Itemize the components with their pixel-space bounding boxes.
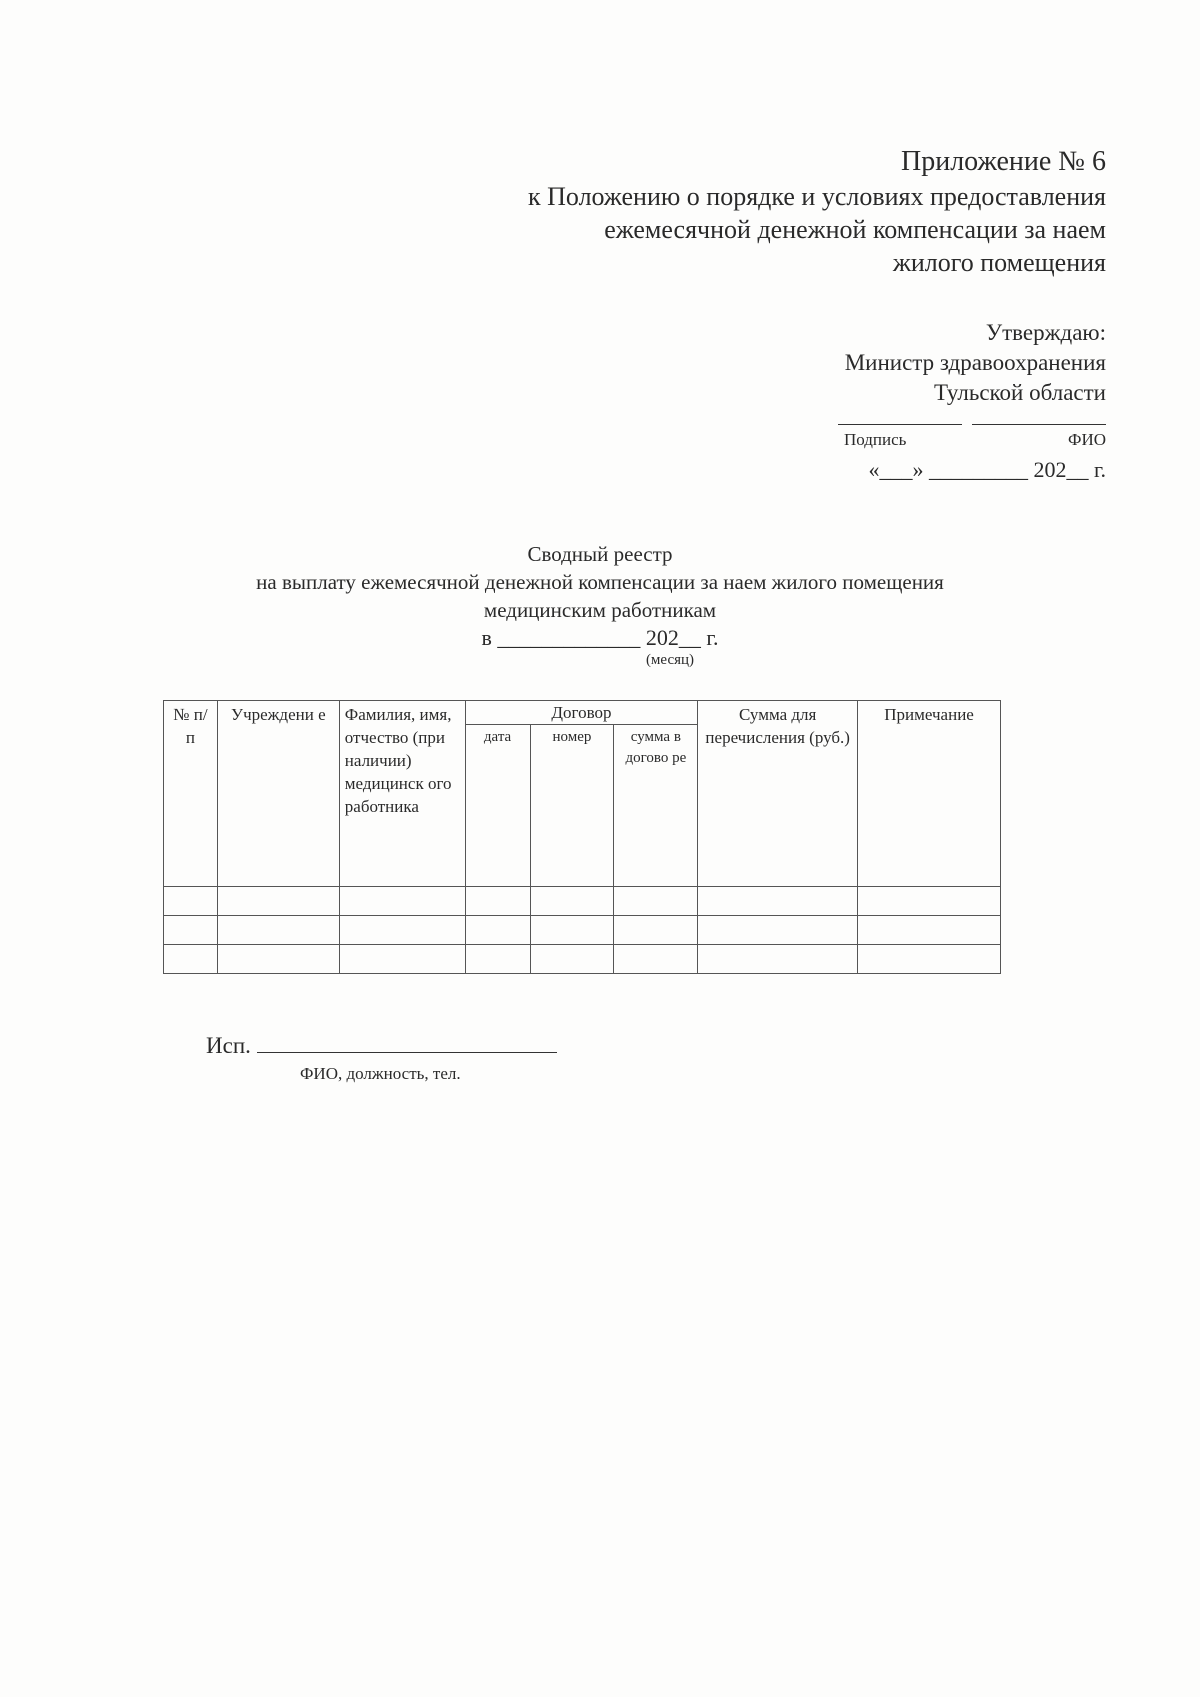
- table-row: [164, 945, 1001, 974]
- title-line-1: Сводный реестр: [527, 542, 673, 566]
- executor-caption: ФИО, должность, тел.: [300, 1064, 461, 1083]
- header-contract: Договор: [465, 701, 698, 725]
- appendix-header: [386, 144, 1106, 279]
- month-caption: (месяц): [645, 652, 695, 668]
- title-line-2: на выплату ежемесячной денежной компенсации за наем жилого помещения: [256, 570, 944, 594]
- appendix-line-1: к Положению о порядке и условиях предоставления: [528, 182, 1106, 211]
- signature-captions: [838, 430, 1106, 452]
- fio-label: ФИО: [1068, 430, 1106, 449]
- approval-heading: Утверждаю:: [985, 320, 1106, 345]
- appendix-number: Приложение № 6: [901, 146, 1106, 177]
- signature-label: Подпись: [844, 430, 907, 449]
- title-line-3: медицинским работникам: [483, 598, 717, 622]
- approval-date-line: «___» _________ 202__ г.: [868, 457, 1106, 482]
- approval-position-1: Министр здравоохранения: [844, 350, 1106, 375]
- header-contract-number: номер: [530, 725, 614, 887]
- approval-position-2: Тульской области: [933, 380, 1106, 405]
- fio-line: [972, 424, 1106, 425]
- header-amount: Сумма для перечисления (руб.): [698, 701, 858, 887]
- header-contract-date: дата: [465, 725, 530, 887]
- table-row: [164, 916, 1001, 945]
- header-contract-sum: сумма в догово ре: [614, 725, 698, 887]
- appendix-line-2: ежемесячной денежной компенсации за наем: [604, 215, 1106, 244]
- header-num: № п/п: [164, 701, 218, 887]
- header-note: Примечание: [858, 701, 1001, 887]
- appendix-line-3: жилого помещения: [892, 248, 1106, 277]
- table-row: [164, 887, 1001, 916]
- executor-label: Исп.: [206, 1033, 251, 1058]
- month-line: в _____________ 202__ г.: [481, 625, 719, 650]
- document-title: [140, 540, 1060, 624]
- signature-line: [838, 424, 962, 425]
- registry-table: [163, 700, 1001, 974]
- approval-block: [686, 318, 1106, 408]
- executor-line: [206, 1032, 557, 1059]
- header-full-name: Фамилия, имя, отчество (при наличии) медицинск ого работника: [339, 701, 465, 887]
- table-header-row-1: [164, 701, 1001, 725]
- executor-blank-line: [257, 1032, 557, 1053]
- header-institution: Учреждени е: [217, 701, 339, 887]
